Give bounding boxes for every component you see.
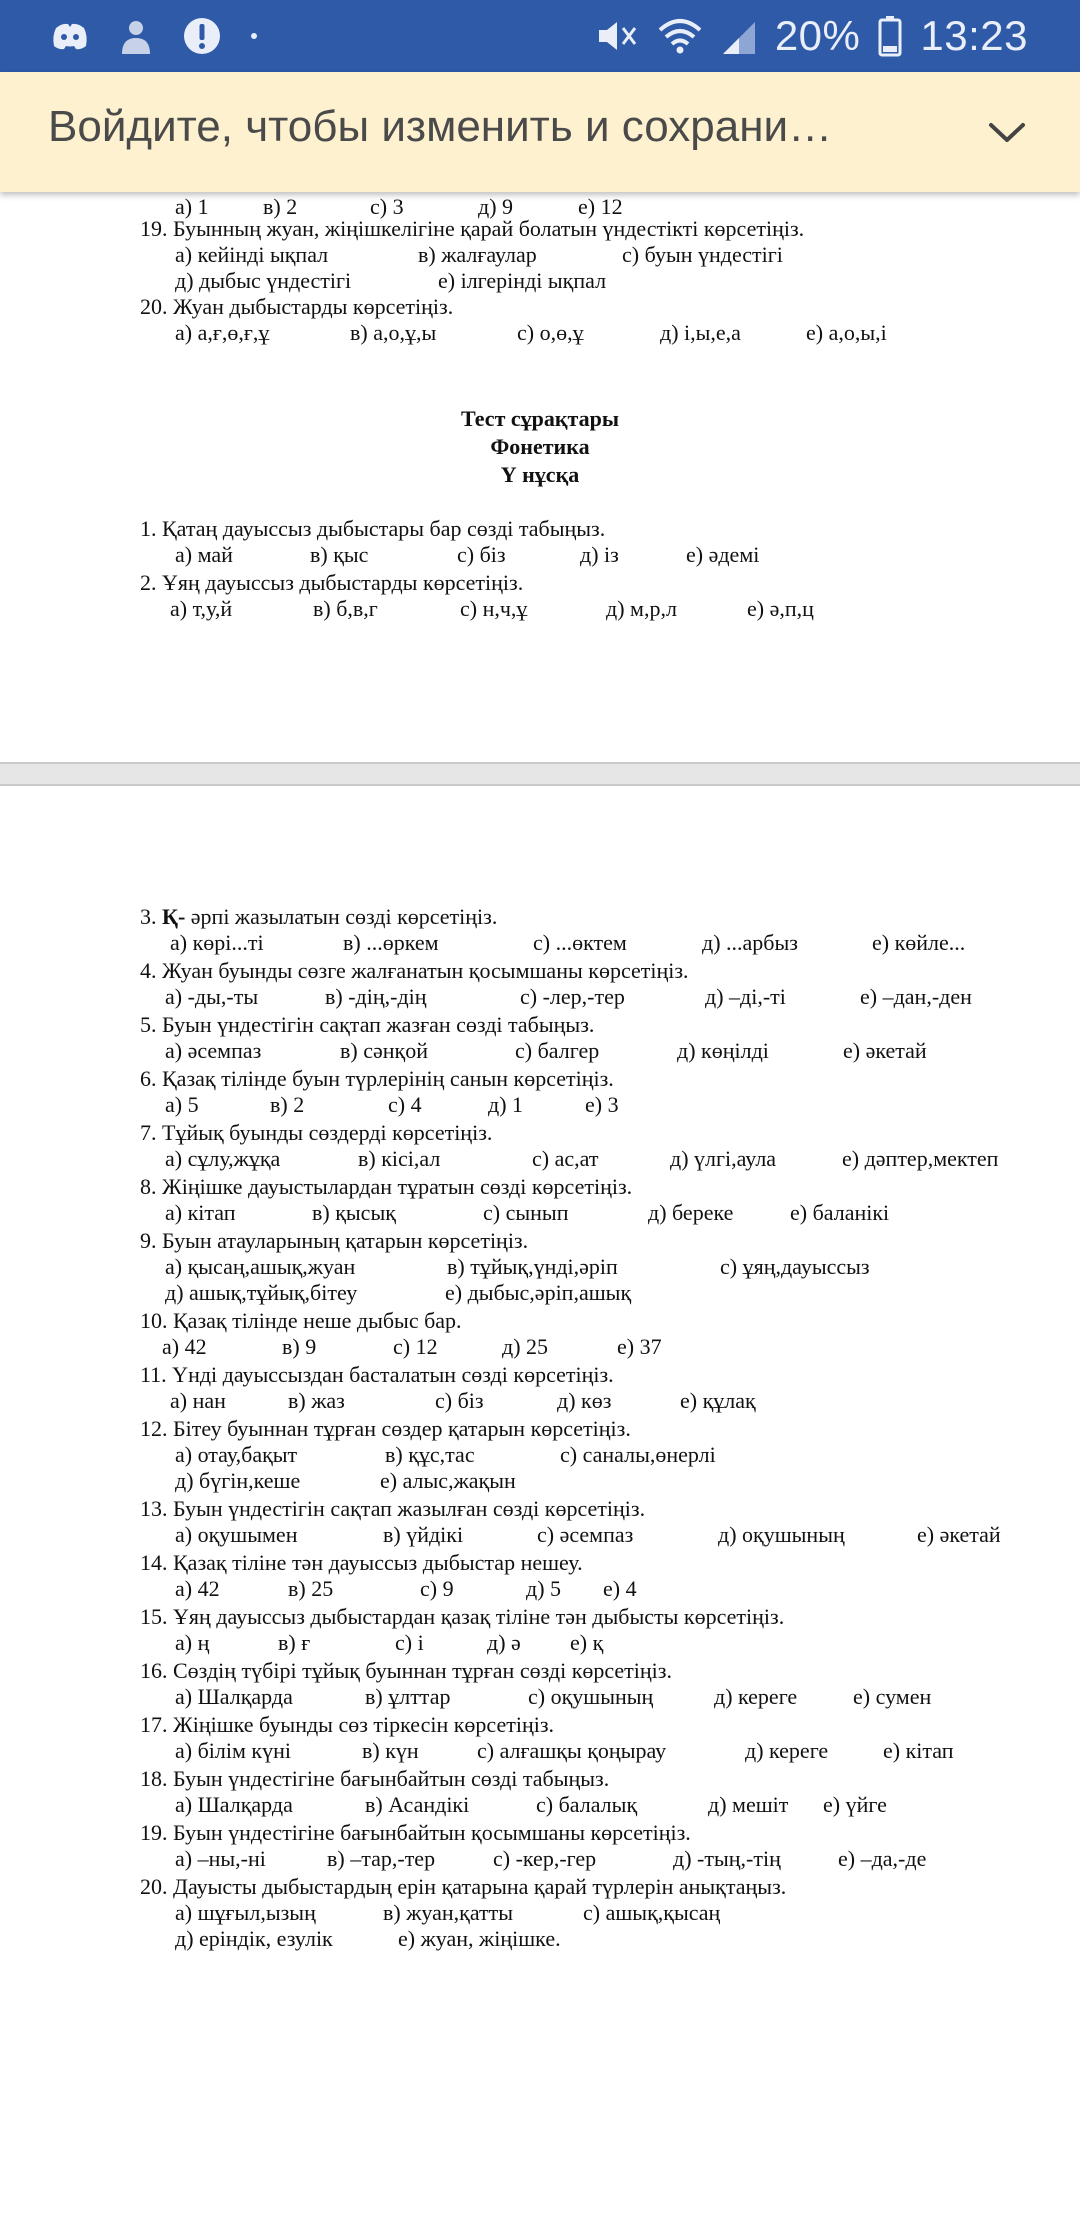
option: д) 9 bbox=[478, 194, 514, 219]
option: в) жалғаулар bbox=[418, 242, 537, 267]
option: с) 12 bbox=[393, 1334, 438, 1359]
question-text: 10. Қазақ тілінде неше дыбыс бар. bbox=[140, 1308, 462, 1333]
battery-icon bbox=[878, 15, 902, 57]
option: а) отау,бақыт bbox=[175, 1442, 298, 1467]
option: в) 9 bbox=[282, 1334, 317, 1359]
option: с) ...өктем bbox=[533, 930, 627, 955]
option: а) кітап bbox=[165, 1200, 236, 1225]
option: в) жаз bbox=[288, 1388, 345, 1413]
question-text: 4. Жуан буынды сөзге жалғанатын қосымшаны көрсетіңіз. bbox=[140, 958, 689, 983]
document-page-1 bbox=[0, 192, 1080, 762]
option: в) ғ bbox=[278, 1630, 311, 1655]
option: с) н,ч,ұ bbox=[460, 596, 528, 621]
option: с) о,ө,ұ bbox=[517, 320, 584, 345]
option: е) 4 bbox=[603, 1576, 637, 1601]
option: а) әсемпаз bbox=[165, 1038, 262, 1063]
test-variant: Ү нұсқа bbox=[500, 462, 580, 487]
question-text: 20. Жуан дыбыстарды көрсетіңіз. bbox=[140, 294, 454, 319]
option: в) ұлттар bbox=[365, 1684, 451, 1709]
discord-icon bbox=[50, 20, 90, 52]
option: е) үйге bbox=[823, 1792, 887, 1817]
question-number: 3. bbox=[140, 904, 157, 929]
option: д) үлгі,аула bbox=[670, 1146, 777, 1171]
option: с) алғашқы қоңырау bbox=[477, 1738, 667, 1763]
option: е) сумен bbox=[853, 1684, 932, 1709]
option: а) қысаң,ашық,жуан bbox=[165, 1254, 356, 1279]
option: е) жуан, жіңішке. bbox=[398, 1926, 561, 1951]
option: е) ә,п,ц bbox=[747, 596, 814, 621]
alert-icon bbox=[182, 16, 222, 56]
option: с) і bbox=[395, 1630, 424, 1655]
question-text: 11. Үнді дауыссыздан басталатын сөзді көрсетіңіз. bbox=[140, 1362, 614, 1387]
option: с) сынып bbox=[483, 1200, 569, 1225]
option: е) –дан,-ден bbox=[860, 984, 972, 1009]
option: а) –ны,-ні bbox=[175, 1846, 266, 1871]
sign-in-banner[interactable] bbox=[0, 72, 1080, 192]
question-text: 9. Буын атауларының қатарын көрсетіңіз. bbox=[140, 1228, 529, 1253]
incognito-icon bbox=[116, 16, 156, 56]
option: а) 5 bbox=[165, 1092, 199, 1117]
option: д) кереге bbox=[714, 1684, 798, 1709]
option: е) әкетай bbox=[917, 1522, 1001, 1547]
option: в) ...өркем bbox=[343, 930, 439, 955]
wifi-icon bbox=[657, 16, 703, 56]
option: а) нан bbox=[170, 1388, 226, 1413]
question-text: 8. Жіңішке дауыстылардан тұратын сөзді көрсетіңіз. bbox=[140, 1174, 633, 1199]
option: д) көңілді bbox=[677, 1038, 769, 1063]
option: д) ашық,тұйық,бітеу bbox=[165, 1280, 358, 1305]
option: д) көз bbox=[557, 1388, 612, 1413]
question-text: 16. Сөздің түбірі тұйық буыннан тұрған сөзді көрсетіңіз. bbox=[140, 1658, 672, 1683]
option: д) і,ы,е,а bbox=[660, 320, 741, 345]
question-text: 2. Ұяң дауыссыз дыбыстарды көрсетіңіз. bbox=[140, 570, 524, 595]
option: с) ас,ат bbox=[532, 1146, 599, 1171]
option: е) а,о,ы,і bbox=[806, 320, 887, 345]
option: в) а,о,ұ,ы bbox=[350, 320, 437, 345]
option: д) дыбыс үндестігі bbox=[175, 268, 352, 293]
option: в) кісі,ал bbox=[358, 1146, 441, 1171]
option: а) білім күні bbox=[175, 1738, 291, 1763]
option: д) 1 bbox=[488, 1092, 524, 1117]
option: е) дәптер,мектеп bbox=[842, 1146, 999, 1171]
option: а) май bbox=[175, 542, 233, 567]
option: е) баланікі bbox=[790, 1200, 890, 1225]
option: в) күн bbox=[362, 1738, 419, 1763]
question-text: 6. Қазақ тілінде буын түрлерінің санын көрсетіңіз. bbox=[140, 1066, 614, 1091]
banner-message[interactable]: Войдите, чтобы изменить и сохрани… bbox=[48, 102, 833, 151]
question-text: 19. Буынның жуан, жіңішкелігіне қарай болатын үндестікті көрсетіңіз. bbox=[140, 216, 805, 241]
option: д) бүгін,кеше bbox=[175, 1468, 301, 1493]
option: с) 9 bbox=[420, 1576, 454, 1601]
test-subject: Фонетика bbox=[490, 434, 590, 459]
option: с) біз bbox=[457, 542, 506, 567]
option: с) саналы,өнерлі bbox=[560, 1442, 716, 1467]
option: с) балгер bbox=[515, 1038, 600, 1063]
option: д) кереге bbox=[745, 1738, 829, 1763]
option: в) үйдікі bbox=[383, 1522, 464, 1547]
option: в) қысық bbox=[312, 1200, 396, 1225]
option: е) дыбыс,әріп,ашық bbox=[445, 1280, 632, 1305]
option: а) 42 bbox=[162, 1334, 207, 1359]
option: а) көрі...ті bbox=[170, 930, 264, 955]
option: в) Асандікі bbox=[365, 1792, 470, 1817]
question-text: 12. Бітеу буыннан тұрған сөздер қатарын көрсетіңіз. bbox=[140, 1416, 631, 1441]
option: в) –тар,-тер bbox=[327, 1846, 436, 1871]
option: с) оқушының bbox=[528, 1684, 654, 1709]
option: е) қ bbox=[570, 1630, 604, 1655]
option: а) Шалқарда bbox=[175, 1792, 293, 1817]
question-rest: әрпі жазылатын сөзді көрсетіңіз. bbox=[190, 904, 498, 929]
question-text: 13. Буын үндестігін сақтап жазылған сөзді көрсетіңіз. bbox=[140, 1496, 646, 1521]
option: а) ң bbox=[175, 1630, 210, 1655]
option: в) құс,тас bbox=[385, 1442, 475, 1467]
option: с) 4 bbox=[388, 1092, 422, 1117]
option: д) оқушының bbox=[718, 1522, 845, 1547]
option: а) кейінді ықпал bbox=[175, 242, 329, 267]
option: в) сәнқой bbox=[340, 1038, 428, 1063]
mute-icon bbox=[595, 16, 639, 56]
option: д) із bbox=[580, 542, 619, 567]
question-text: 20. Дауысты дыбыстардың ерін қатарына қарай түрлерін анықтаңыз. bbox=[140, 1874, 787, 1899]
option: с) балалық bbox=[536, 1792, 638, 1817]
test-title: Тест сұрақтары bbox=[460, 406, 620, 431]
option: а) 1 bbox=[175, 194, 209, 219]
option: в) -дің,-дің bbox=[325, 984, 427, 1009]
signal-icon bbox=[721, 16, 757, 56]
option: е) кітап bbox=[883, 1738, 954, 1763]
question-letter: Қ- bbox=[162, 904, 186, 929]
option: е) әкетай bbox=[843, 1038, 927, 1063]
option: д) –ді,-ті bbox=[705, 984, 786, 1009]
option: д) -тың,-тің bbox=[673, 1846, 781, 1871]
option: с) -кер,-гер bbox=[493, 1846, 597, 1871]
option: е) ілгерінді ықпал bbox=[438, 268, 607, 293]
option: а) 42 bbox=[175, 1576, 220, 1601]
option: е) құлақ bbox=[680, 1388, 756, 1413]
option: в) жуан,қатты bbox=[383, 1900, 514, 1925]
option: е) 12 bbox=[578, 194, 623, 219]
question-text: 18. Буын үндестігіне бағынбайтын сөзді табыңыз. bbox=[140, 1766, 610, 1791]
status-bar bbox=[0, 0, 1080, 72]
option: а) оқушымен bbox=[175, 1522, 298, 1547]
option: а) Шалқарда bbox=[175, 1684, 293, 1709]
question-text: 1. Қатаң дауыссыз дыбыстары бар сөзді табыңыз. bbox=[140, 516, 606, 541]
clock: 13:23 bbox=[920, 12, 1028, 59]
option: а) -ды,-ты bbox=[165, 984, 259, 1009]
option: с) ұяң,дауыссыз bbox=[720, 1254, 870, 1279]
chevron-down-icon[interactable] bbox=[972, 98, 1042, 168]
battery-percent: 20% bbox=[774, 12, 861, 59]
option: с) буын үндестігі bbox=[622, 242, 783, 267]
option: д) береке bbox=[648, 1200, 734, 1225]
option: в) қыс bbox=[310, 542, 369, 567]
document-page-2 bbox=[0, 786, 1080, 2220]
option: а) сұлу,жұқа bbox=[165, 1146, 281, 1171]
question-text: 14. Қазақ тіліне тән дауыссыз дыбыстар нешеу. bbox=[140, 1550, 583, 1575]
option: а) шұғыл,ызың bbox=[175, 1900, 316, 1925]
page-divider bbox=[0, 762, 1080, 786]
question-text: 19. Буын үндестігіне бағынбайтын қосымшаны көрсетіңіз. bbox=[140, 1820, 691, 1845]
option: с) 3 bbox=[370, 194, 404, 219]
option: д) мешіт bbox=[708, 1792, 789, 1817]
question-text: 17. Жіңішке буынды сөз тіркесін көрсетіңіз. bbox=[140, 1712, 555, 1737]
question-text: 7. Тұйық буынды сөздерді көрсетіңіз. bbox=[140, 1120, 493, 1145]
option: а) т,у,й bbox=[170, 596, 233, 621]
option: с) -лер,-тер bbox=[520, 984, 625, 1009]
option: д) еріндік, езулік bbox=[175, 1926, 333, 1951]
option: в) б,в,г bbox=[313, 596, 378, 621]
option: с) әсемпаз bbox=[537, 1522, 634, 1547]
option: е) –да,-де bbox=[838, 1846, 927, 1871]
option: д) 25 bbox=[502, 1334, 549, 1359]
option: е) алыс,жақын bbox=[380, 1468, 516, 1493]
option: в) 25 bbox=[288, 1576, 334, 1601]
option: д) ә bbox=[487, 1630, 521, 1655]
option: в) 2 bbox=[263, 194, 298, 219]
option: д) 5 bbox=[526, 1576, 562, 1601]
question-text: 15. Ұяң дауыссыз дыбыстардан қазақ тіліне тән дыбысты көрсетіңіз. bbox=[140, 1604, 785, 1629]
option: е) 37 bbox=[617, 1334, 662, 1359]
dot-icon bbox=[248, 30, 260, 42]
option: в) 2 bbox=[270, 1092, 305, 1117]
option: в) тұйық,үнді,әріп bbox=[447, 1254, 618, 1279]
option: д) м,р,л bbox=[606, 596, 677, 621]
question-text bbox=[140, 904, 497, 930]
option: а) а,ғ,ө,ғ,ұ bbox=[175, 320, 270, 345]
option: е) 3 bbox=[585, 1092, 619, 1117]
option: с) біз bbox=[435, 1388, 484, 1413]
option: е) әдемі bbox=[686, 542, 760, 567]
option: д) ...арбыз bbox=[702, 930, 798, 955]
option: с) ашық,қысаң bbox=[583, 1900, 721, 1925]
question-text: 5. Буын үндестігін сақтап жазған сөзді табыңыз. bbox=[140, 1012, 595, 1037]
option: е) көйле... bbox=[872, 930, 966, 955]
